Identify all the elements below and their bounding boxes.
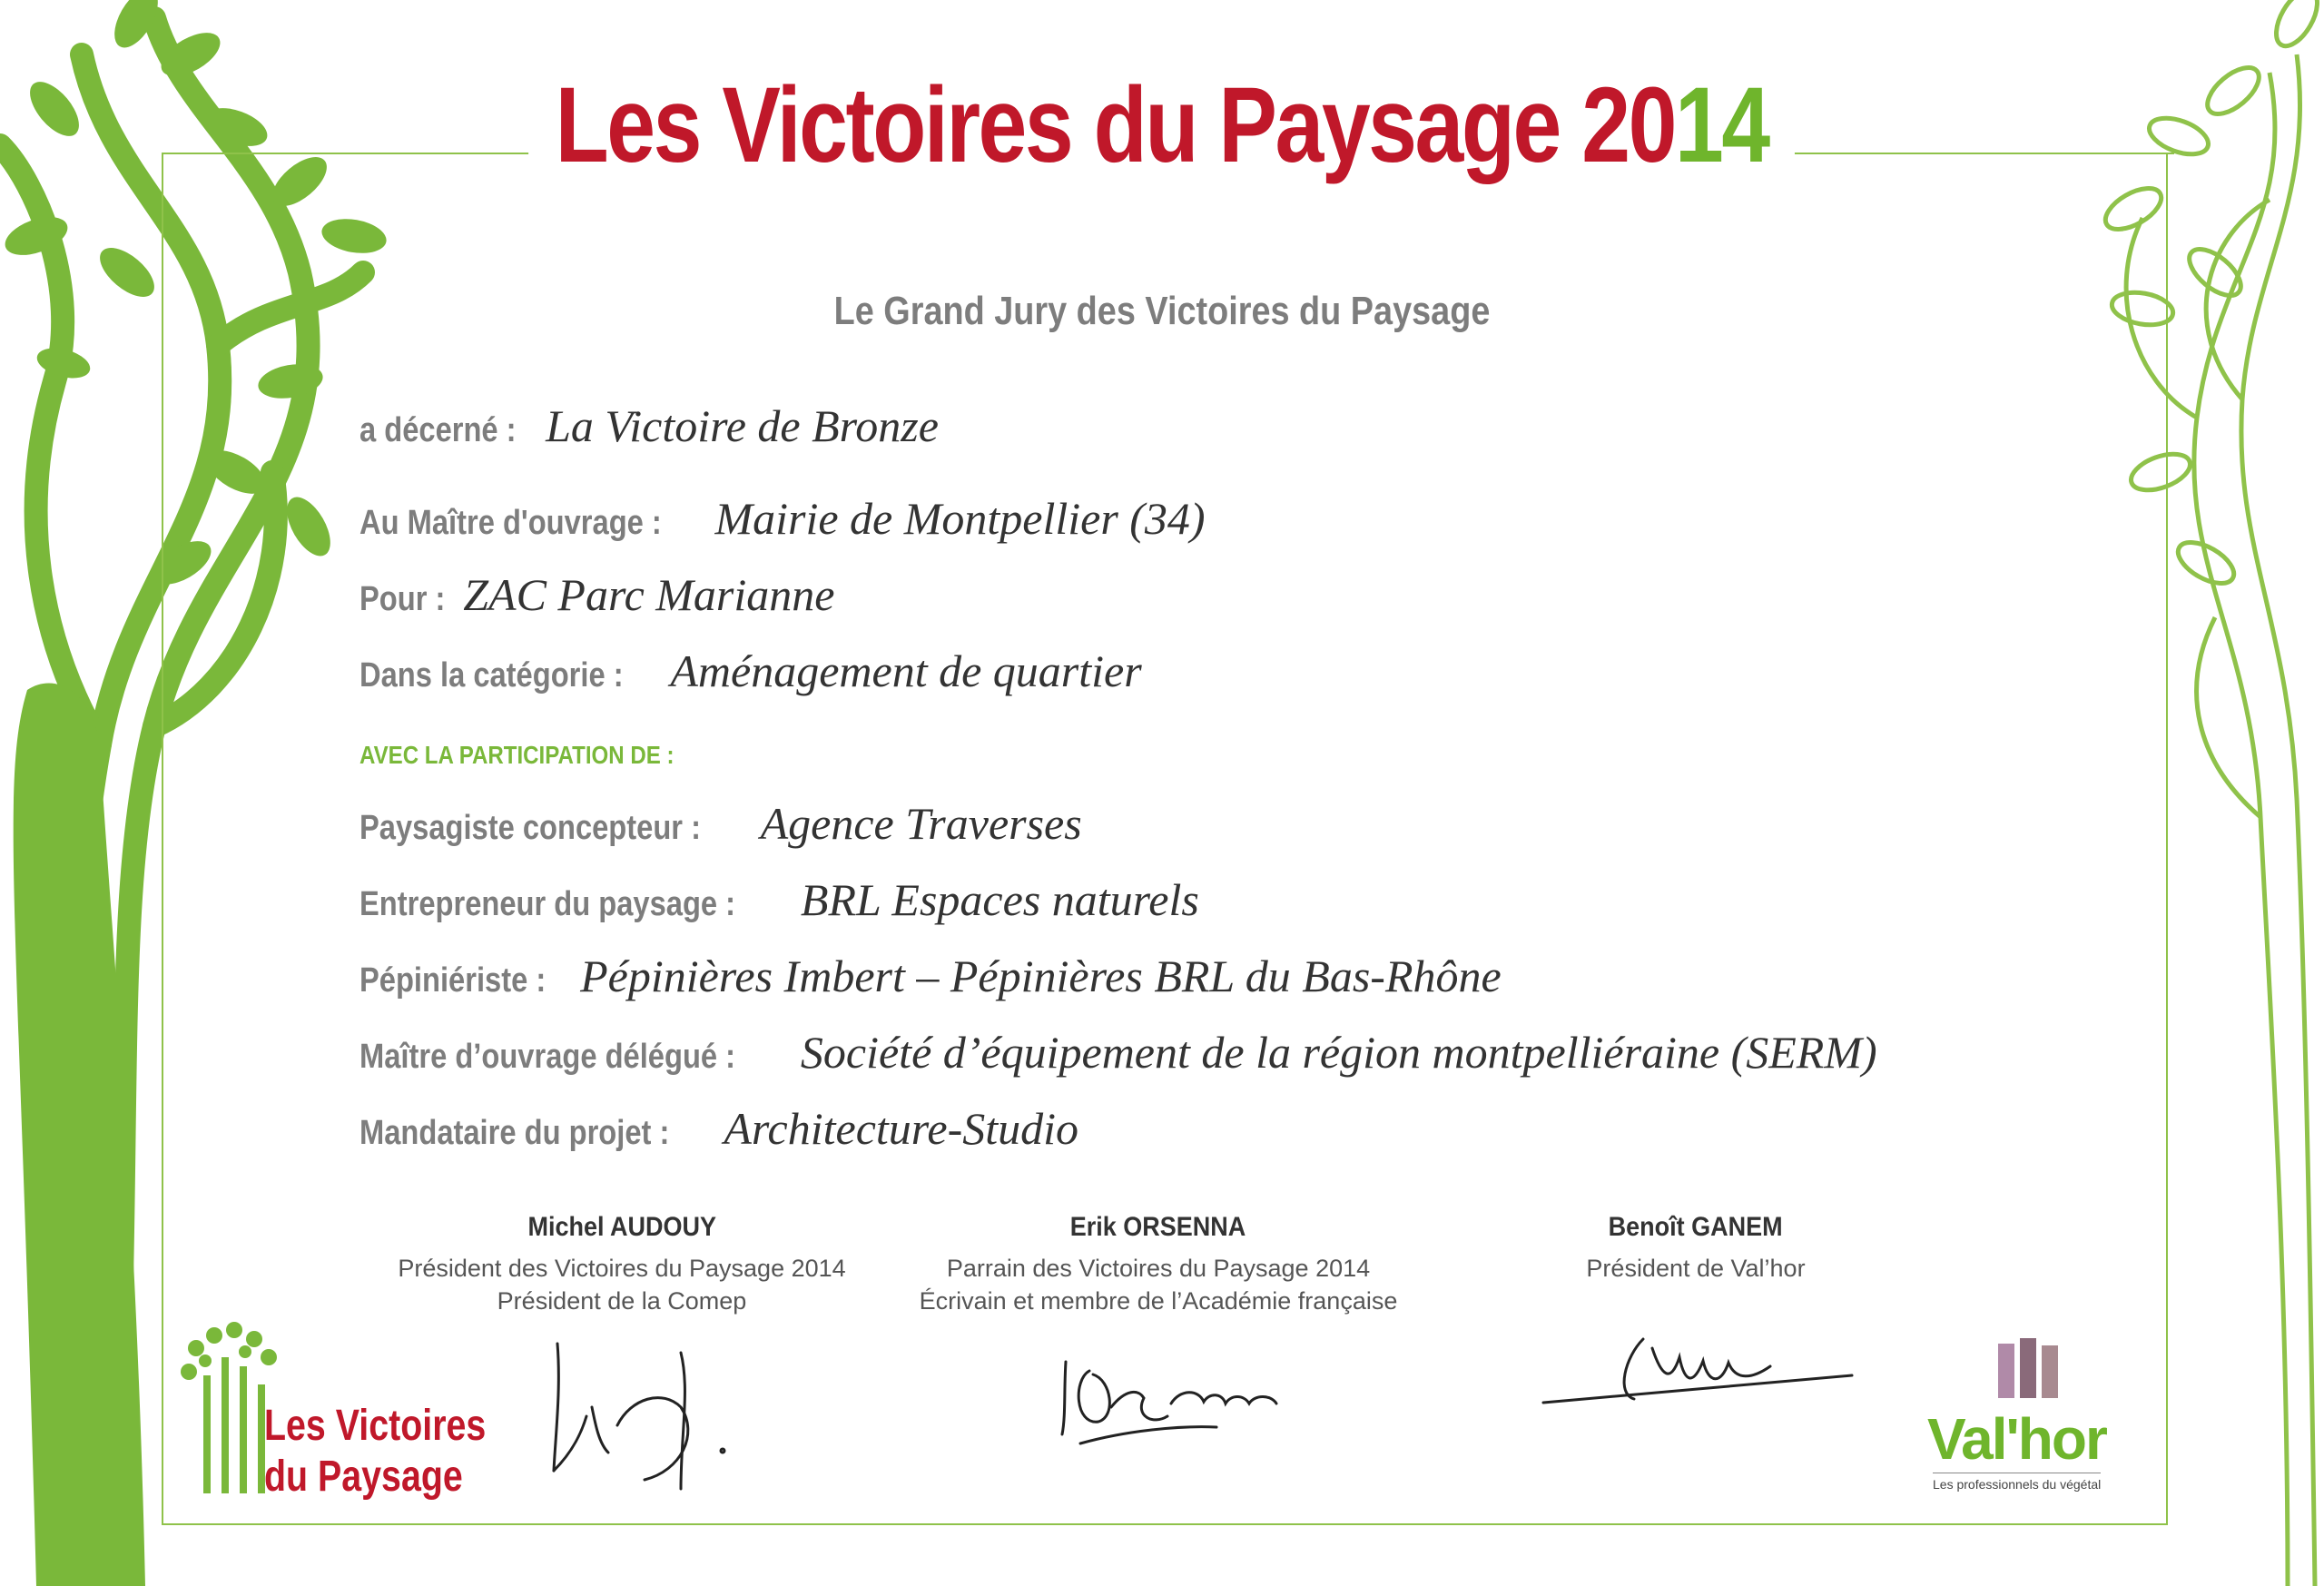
participant-value: Pépinières Imbert – Pépinières BRL du Bas-Rhône [580,951,1502,1001]
participant-label: Entrepreneur du paysage : [359,885,736,923]
signatory-name: Erik ORSENNA [1070,1212,1246,1242]
signatory-role: Écrivain et membre de l’Académie française [919,1287,1398,1315]
category-label: Dans la catégorie : [359,656,624,694]
signatory-name: Benoît GANEM [1608,1212,1783,1242]
signatory-name: Michel AUDOUY [527,1212,716,1242]
client-value: Mairie de Montpellier (34) [714,493,1206,544]
participant-label: Paysagiste concepteur : [359,809,701,847]
logo-text [264,1401,486,1502]
project-label: Pour : [359,580,446,618]
row-category [359,645,1142,697]
signatory-role: Président de la Comep [497,1287,747,1315]
title-block [0,64,2324,187]
title-year-end: 14 [1675,65,1769,185]
valhor-tagline: Les professionnels du végétal [1933,1473,2101,1492]
row-participant [359,873,1199,926]
signature-orsenna [1053,1344,1307,1453]
award-value: La Victoire de Bronze [546,400,939,451]
participant-value: Agence Traverses [760,798,1082,849]
client-label: Au Maître d'ouvrage : [359,504,662,542]
participation-heading: AVEC LA PARTICIPATION DE : [359,741,675,769]
valhor-wordmark: Val'hor [1927,1406,2106,1472]
certificate-title [528,64,1795,187]
signatory-role: Président de Val’hor [1586,1255,1806,1282]
participant-label: Mandataire du projet : [359,1114,670,1152]
row-participant [359,1102,1078,1155]
victoires-paysage-logo [178,1321,487,1502]
signature-audouy [545,1335,744,1507]
award-label: a décerné : [359,411,517,449]
signatory-role: Président des Victoires du Paysage 2014 [398,1255,846,1282]
row-participant [359,1026,1877,1079]
signature-ganem [1534,1321,1861,1421]
row-participant [359,797,1082,850]
row-award [359,399,939,452]
logo-line-2: du Paysage [264,1453,463,1501]
participant-value: Société d’équipement de la région montpelliéraine (SERM) [800,1027,1877,1078]
category-value: Aménagement de quartier [670,645,1142,696]
participant-label: Maître d’ouvrage délégué : [359,1038,736,1076]
logo-line-1: Les Victoires [264,1402,487,1450]
title-main: Les Victoires du Paysage 20 [555,65,1676,185]
valhor-emblem-icon [1993,1335,2065,1407]
participant-value: Architecture-Studio [724,1103,1078,1154]
participant-label: Pépiniériste : [359,961,547,1000]
jury-subtitle: Le Grand Jury des Victoires du Paysage [833,289,1491,333]
signatory-role: Parrain des Victoires du Paysage 2014 [946,1255,1371,1282]
signatory-ganem [1423,1212,1968,1285]
valhor-logo [1920,1325,2147,1507]
row-client [359,492,1206,545]
signatory-audouy [350,1212,894,1317]
row-project [359,568,834,621]
project-value: ZAC Parc Marianne [463,569,835,620]
participant-value: BRL Espaces naturels [800,874,1199,925]
signatory-orsenna [886,1212,1431,1317]
row-participant [359,950,1502,1002]
trees-logo-icon [178,1321,278,1502]
